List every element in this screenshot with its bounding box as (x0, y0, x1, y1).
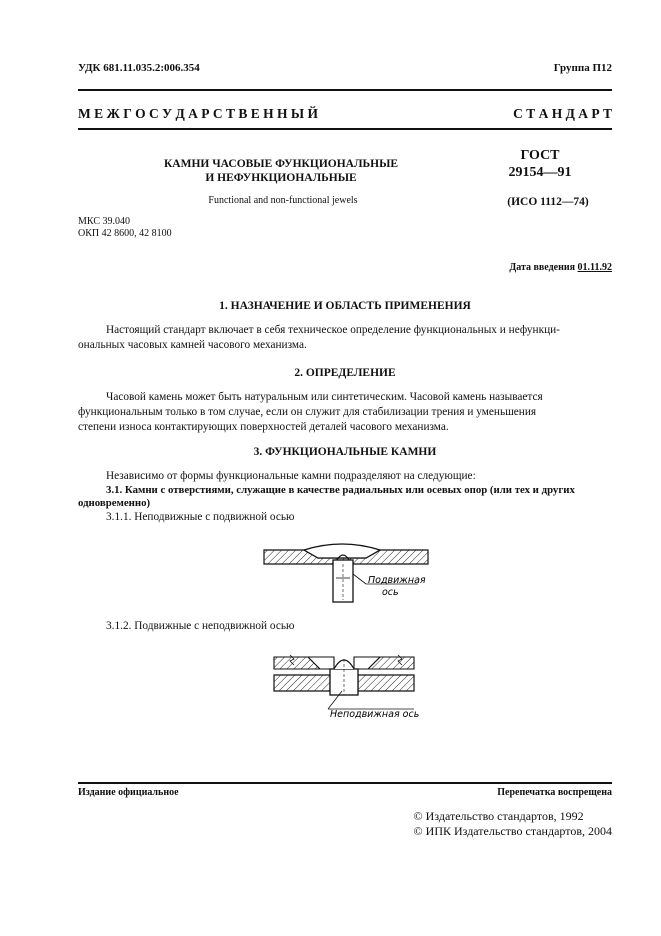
figure-moving-jewel-fixed-axis (268, 645, 428, 723)
clause-3-1-1: 3.1.1. Неподвижные с подвижной осью (106, 511, 295, 523)
section-3-heading: 3. ФУНКЦИОНАЛЬНЫЕ КАМНИ (253, 446, 437, 458)
classification-codes (78, 216, 172, 240)
banner-word-1: М Е Ж Г О С У Д А Р С Т В Е Н Н Ы Й (78, 106, 319, 121)
section-1 (78, 300, 612, 353)
fig1-label-line2: ось (382, 587, 399, 598)
copyright-block (414, 809, 612, 839)
fig2-label: Неподвижная ось (330, 709, 420, 720)
footer-rule (78, 782, 612, 784)
section-2-para-line1: Часовой камень может быть натуральным или синтетическим. Часовой камень называется (106, 391, 543, 403)
clause-3-1-2: 3.1.2. Подвижные с неподвижной осью (106, 620, 295, 632)
group-code: Группа П12 (553, 62, 612, 74)
fig1-label-line1: Подвижная (368, 575, 426, 586)
intro-date-value: 01.11.92 (577, 262, 612, 273)
clause-3-1-line1: 3.1. Камни с отверстиями, служащие в качестве радиальных или осевых опор (или тех и других (106, 484, 575, 496)
english-title: Functional and non-functional jewels (208, 195, 358, 206)
header-rule-top (78, 89, 612, 91)
section-2-heading: 2. ОПРЕДЕЛЕНИЕ (294, 367, 396, 379)
section-2-para-line3: степени износа контактирующих поверхностей деталей часового механизма. (78, 421, 449, 433)
section-1-para-line1: Настоящий стандарт включает в себя техническое определение функциональных и нефункци- (106, 324, 560, 336)
banner-word-2: С Т А Н Д А Р Т (513, 106, 612, 121)
section-1-para-line2: ональных часовых камней часового механизма. (78, 339, 307, 351)
reprint-notice: Перепечатка воспрещена (497, 787, 612, 798)
section-2 (78, 367, 612, 435)
gost-block (495, 147, 585, 181)
okp-code: ОКП 42 8600, 42 8100 (78, 228, 172, 239)
udk-code: УДК 681.11.035.2:006.354 (78, 62, 200, 74)
doc-title-line1: КАМНИ ЧАСОВЫЕ ФУНКЦИОНАЛЬНЫЕ (163, 158, 399, 170)
iso-ref: (ИСО 1112—74) (507, 196, 589, 208)
section-1-heading: 1. НАЗНАЧЕНИЕ И ОБЛАСТЬ ПРИМЕНЕНИЯ (219, 300, 471, 312)
figure-fixed-jewel-moving-axis (258, 538, 438, 608)
section-2-para-line2: функциональным только в том случае, если он служит для стабилизации трения и уменьшения (78, 406, 537, 418)
intro-date-label: Дата введения (509, 262, 576, 273)
clause-3-1-line2: одновременно) (78, 497, 151, 509)
copyright-2004: © ИПК Издательство стандартов, 2004 (413, 824, 612, 838)
doc-title-line2: И НЕФУНКЦИОНАЛЬНЫЕ (205, 172, 357, 184)
intro-date (509, 262, 612, 273)
header-rule-bottom (78, 128, 612, 130)
mks-code: МКС 39.040 (78, 216, 130, 227)
official-edition: Издание официальное (78, 787, 179, 798)
section-3 (78, 446, 612, 525)
doc-title (150, 157, 412, 185)
gost-label: ГОСТ (520, 148, 560, 163)
copyright-1992: © Издательство стандартов, 1992 (413, 809, 584, 823)
gost-number: 29154—91 (508, 165, 572, 180)
section-3-intro: Независимо от формы функциональные камни подразделяют на следующие: (106, 470, 476, 482)
